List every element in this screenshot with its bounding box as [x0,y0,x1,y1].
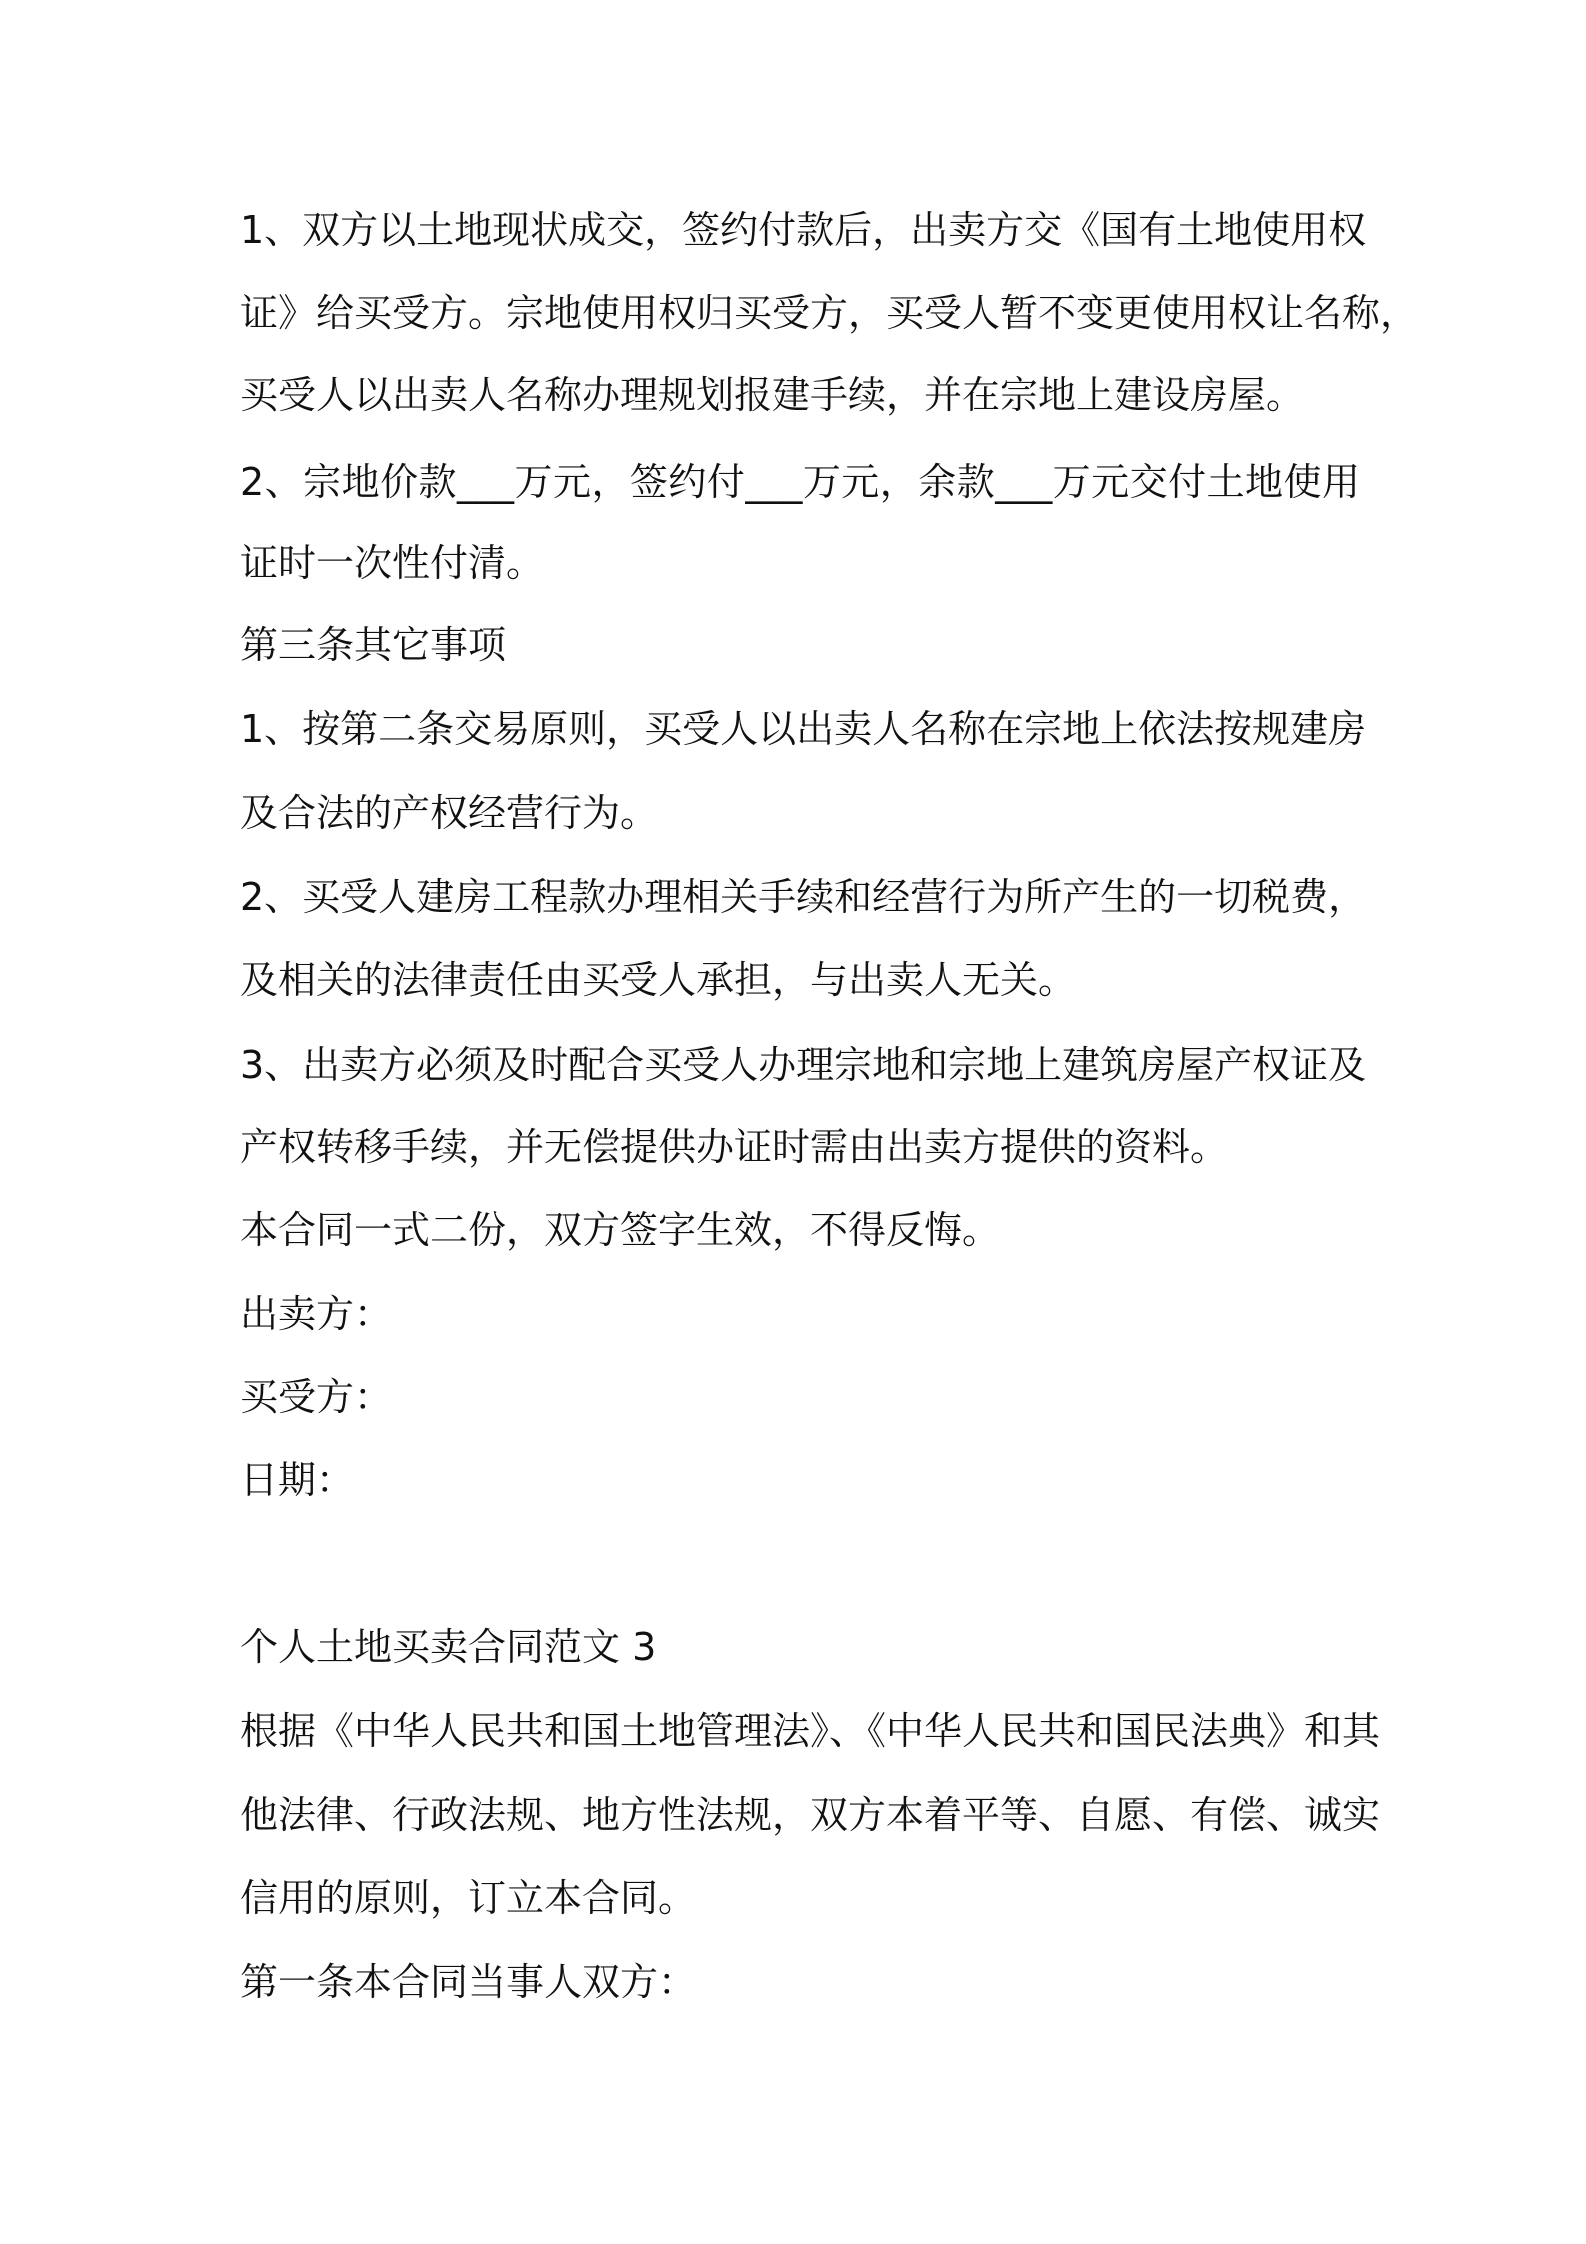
clause-3-item-2-line-1: 2、买受人建房工程款办理相关手续和经营行为所产生的一切税费， [240,875,1367,919]
clause-2-item-1-line-3: 买受人以出卖人名称办理规划报建手续，并在宗地上建设房屋。 [240,373,1305,417]
preamble-line-2: 他法律、行政法规、地方性法规，双方本着平等、自愿、有偿、诚实 [240,1793,1381,1837]
clause-2-item-2-line-1: 2、宗地价款___万元，签约付___万元，余款___万元交付土地使用 [240,460,1360,504]
section-heading-clause-3: 第三条其它事项 [240,623,507,667]
clause-2-item-1-line-2: 证》给买受方。宗地使用权归买受方，买受人暂不变更使用权让名称， [240,291,1419,335]
clause-3-item-3-line-2: 产权转移手续，并无偿提供办证时需由出卖方提供的资料。 [240,1125,1229,1169]
sample-contract-title: 个人土地买卖合同范文 3 [240,1625,657,1669]
contract-copies-statement: 本合同一式二份，双方签字生效，不得反悔。 [240,1208,1001,1252]
buyer-signature-label: 买受方： [240,1375,393,1419]
clause-3-item-3-line-1: 3、出卖方必须及时配合买受人办理宗地和宗地上建筑房屋产权证及 [240,1043,1367,1087]
preamble-line-3: 信用的原则，订立本合同。 [240,1876,697,1920]
clause-2-item-2-line-2: 证时一次性付清。 [240,541,545,585]
clause-3-item-2-line-2: 及相关的法律责任由买受人承担，与出卖人无关。 [240,958,1077,1002]
clause-3-item-1-line-1: 1、按第二条交易原则，买受人以出卖人名称在宗地上依法按规建房 [240,707,1367,751]
seller-signature-label: 出卖方： [240,1292,393,1336]
date-label: 日期： [240,1458,355,1502]
clause-3-item-1-line-2: 及合法的产权经营行为。 [240,791,659,835]
clause-2-item-1-line-1: 1、双方以土地现状成交，签约付款后，出卖方交《国有土地使用权 [240,208,1367,252]
section-heading-clause-1: 第一条本合同当事人双方： [240,1960,697,2004]
preamble-line-1: 根据《中华人民共和国土地管理法》、《中华人民共和国民法典》和其 [240,1709,1381,1753]
